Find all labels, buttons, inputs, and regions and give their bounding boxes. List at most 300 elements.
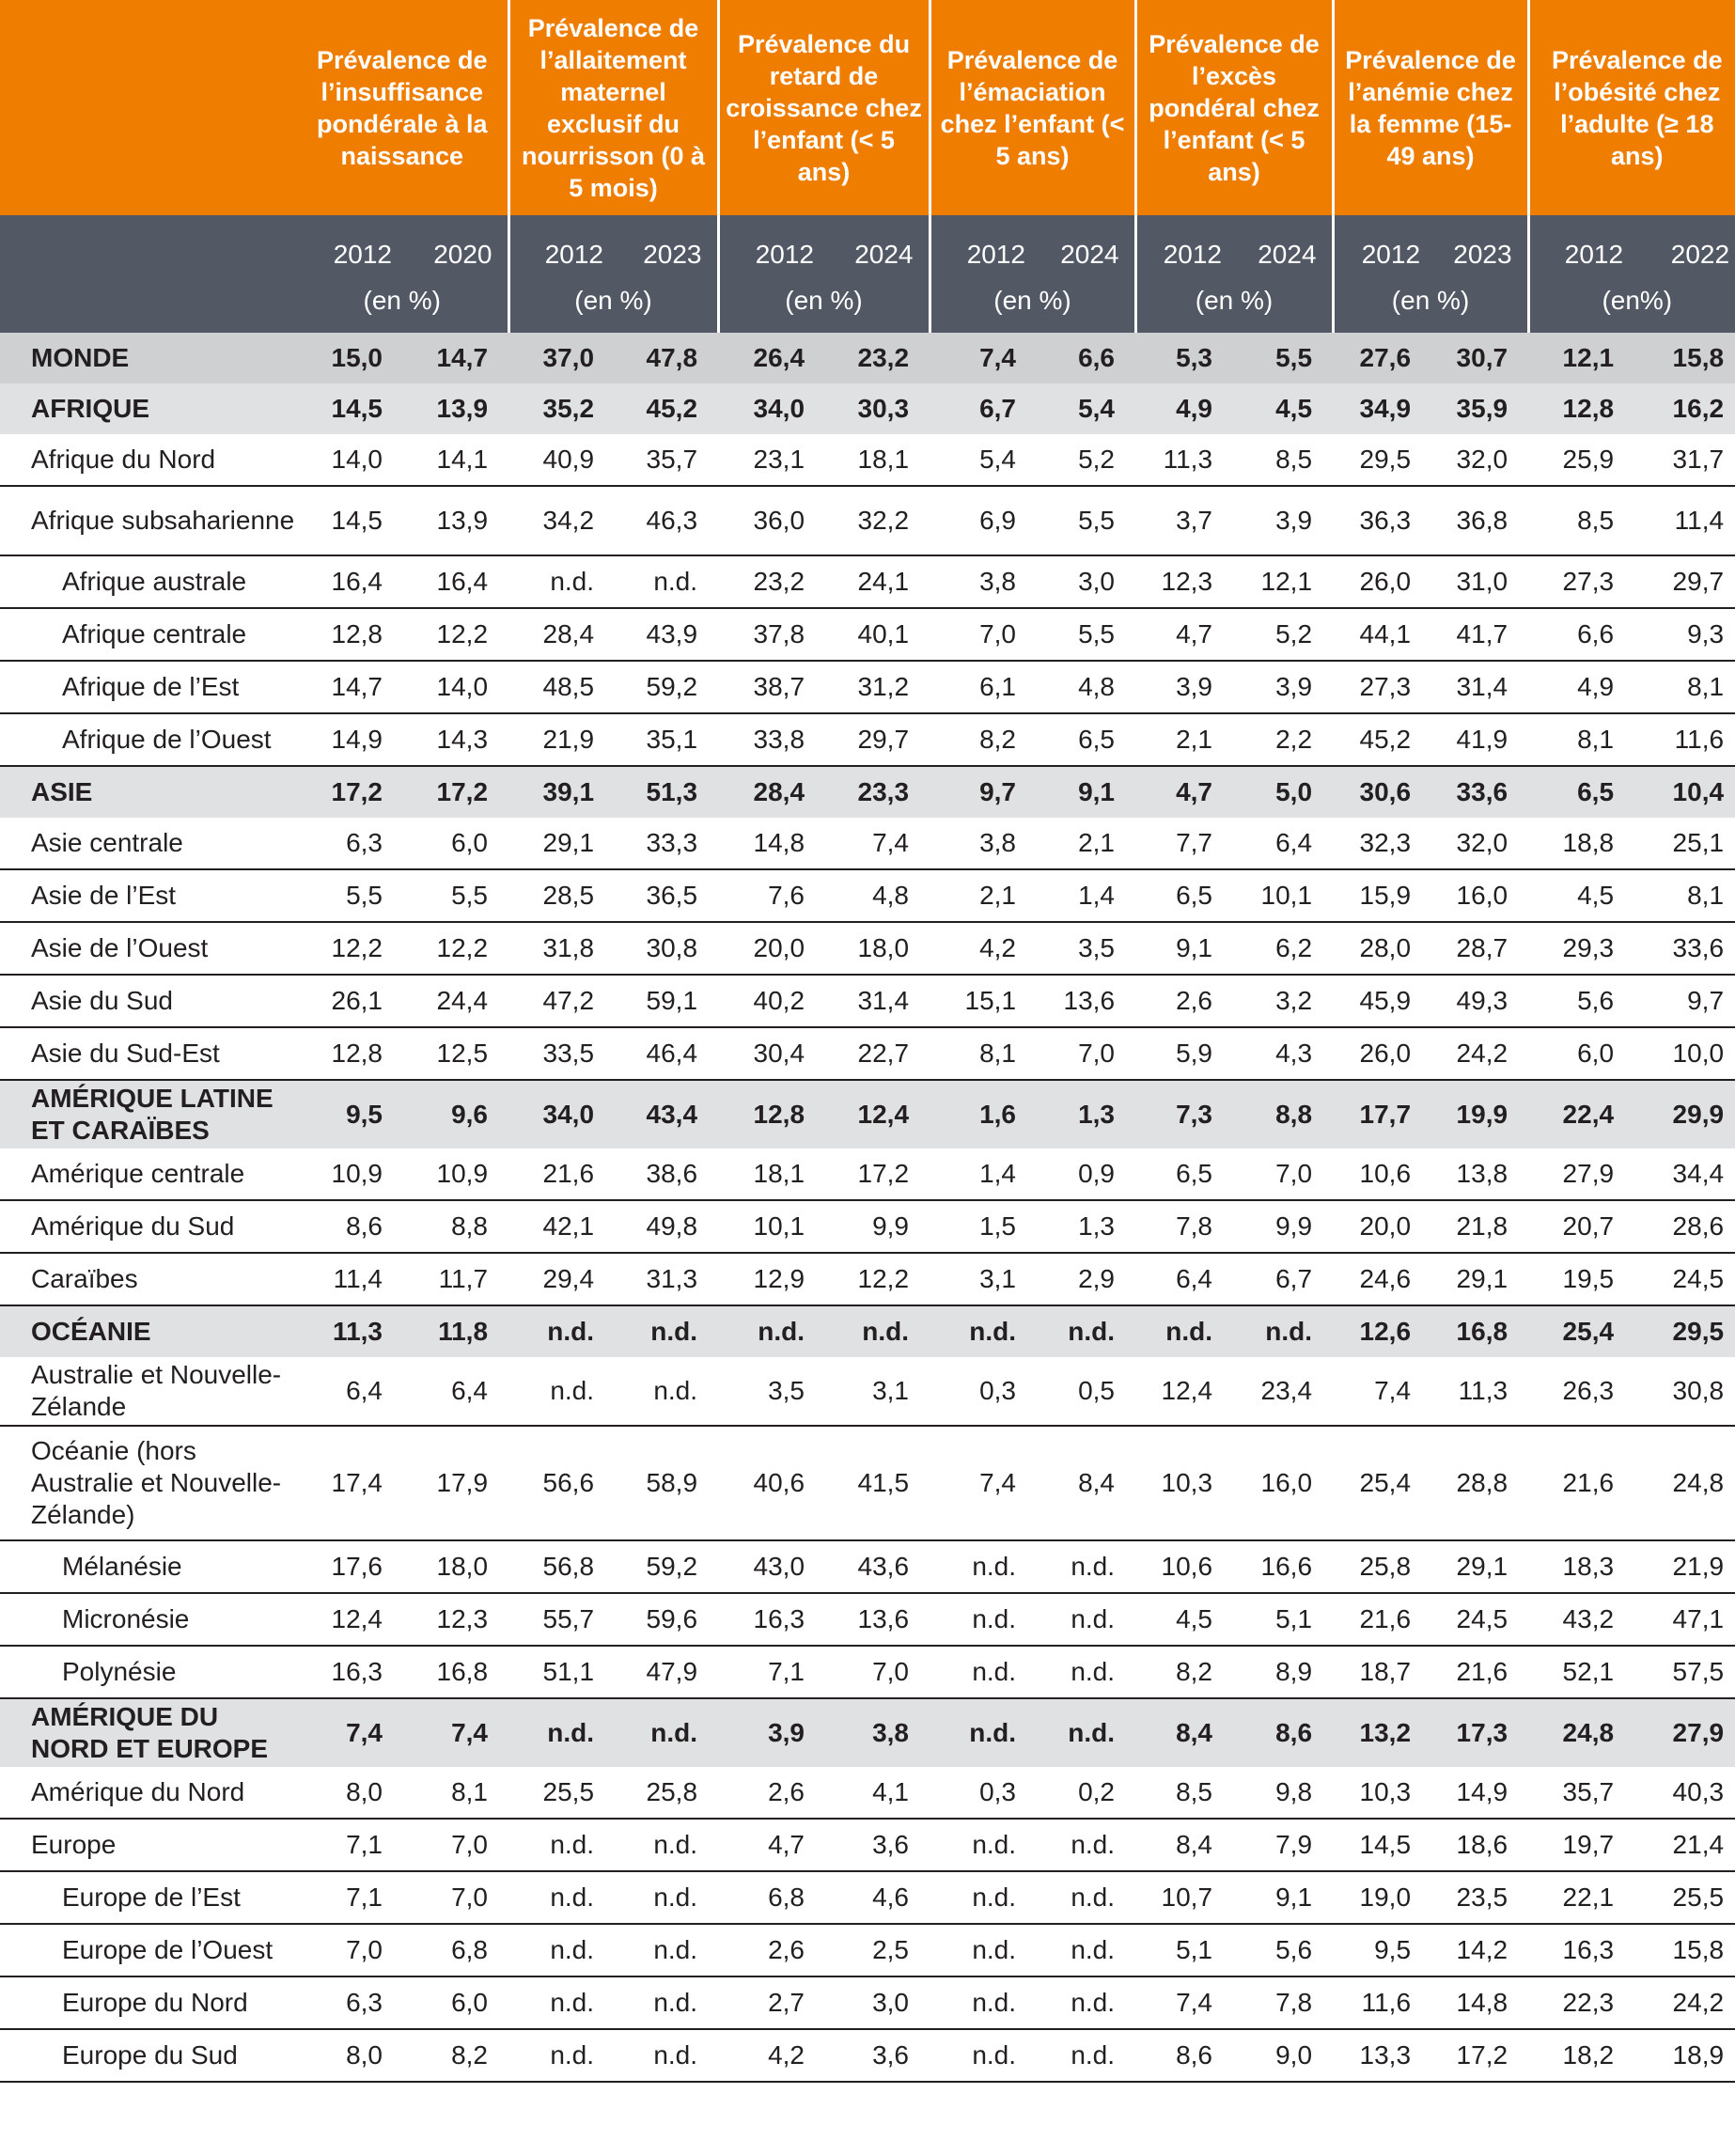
value-cell: 26,3 [1528,1357,1634,1426]
value-cell: n.d. [930,1646,1037,1698]
value-cell: 17,2 [1431,2029,1528,2082]
value-cell: 6,3 [297,818,403,869]
value-cell: n.d. [930,1819,1037,1871]
value-cell: 8,4 [1037,1426,1135,1540]
value-cell: 8,2 [1135,1646,1233,1698]
value-cell: 13,2 [1333,1698,1431,1767]
value-cell: 6,1 [930,661,1037,713]
value-cell: 4,9 [1135,383,1233,434]
value-cell: 14,5 [297,486,403,555]
table-row [0,1819,1735,1871]
value-cell: 6,8 [403,1924,508,1976]
value-cell: 11,8 [403,1305,508,1357]
value-cell: 7,0 [403,1819,508,1871]
value-cell: 3,9 [1135,661,1233,713]
value-cell: 2,1 [930,869,1037,922]
table-row [0,661,1735,713]
value-cell: 10,4 [1634,766,1735,818]
value-cell: 29,7 [825,713,930,766]
value-cell: n.d. [1037,1305,1135,1357]
value-cell: 3,8 [930,555,1037,608]
table-row [0,1646,1735,1698]
value-cell: 18,1 [718,1148,825,1200]
row-label: Europe de l’Est [0,1871,297,1924]
value-cell: 8,5 [1528,486,1634,555]
value-cell: 34,0 [718,383,825,434]
value-cell: 44,1 [1333,608,1431,661]
value-cell: 6,4 [1135,1253,1233,1305]
value-cell: 37,0 [508,333,615,383]
value-cell: 29,1 [1431,1540,1528,1593]
value-cell: 24,5 [1431,1593,1528,1646]
value-cell: 9,9 [825,1200,930,1253]
value-cell: 6,9 [930,486,1037,555]
indicator-title: Prévalence de l’anémie chez la femme (15-49 ans) [1333,0,1528,215]
table-row [0,2029,1735,2082]
value-cell: 29,1 [508,818,615,869]
value-cell: 4,1 [825,1767,930,1819]
value-cell: 19,5 [1528,1253,1634,1305]
value-cell: 10,9 [297,1148,403,1200]
value-cell: 12,2 [297,922,403,975]
value-cell: 41,7 [1431,608,1528,661]
value-cell: 24,8 [1528,1698,1634,1767]
unit-label: (en %) [1333,275,1528,333]
value-cell: n.d. [1037,1593,1135,1646]
value-cell: n.d. [1037,1924,1135,1976]
value-cell: 3,2 [1233,975,1333,1027]
value-cell: 8,1 [1634,661,1735,713]
value-cell: 9,3 [1634,608,1735,661]
row-label: Polynésie [0,1646,297,1698]
value-cell: 8,8 [1233,1080,1333,1148]
value-cell: 31,0 [1431,555,1528,608]
value-cell: 18,2 [1528,2029,1634,2082]
value-cell: 7,4 [930,333,1037,383]
value-cell: 7,4 [930,1426,1037,1540]
value-cell: 10,1 [718,1200,825,1253]
table-row [0,922,1735,975]
value-cell: 10,1 [1233,869,1333,922]
value-cell: 15,1 [930,975,1037,1027]
value-cell: 1,3 [1037,1200,1135,1253]
table-row [0,486,1735,555]
value-cell: 14,5 [1333,1819,1431,1871]
value-cell: 32,3 [1333,818,1431,869]
value-cell: 3,8 [930,818,1037,869]
value-cell: 13,6 [825,1593,930,1646]
value-cell: 29,9 [1634,1080,1735,1148]
value-cell: n.d. [615,555,718,608]
value-cell: 9,9 [1233,1200,1333,1253]
value-cell: 5,6 [1528,975,1634,1027]
value-cell: 27,9 [1634,1698,1735,1767]
year-label: 2012 [718,215,825,275]
value-cell: 25,4 [1333,1426,1431,1540]
year-row [0,215,1735,275]
value-cell: 29,5 [1333,434,1431,486]
value-cell: 7,0 [403,1871,508,1924]
value-cell: 4,7 [718,1819,825,1871]
value-cell: 17,2 [297,766,403,818]
value-cell: 15,8 [1634,1924,1735,1976]
value-cell: 24,2 [1431,1027,1528,1080]
value-cell: 8,2 [403,2029,508,2082]
table-row [0,434,1735,486]
value-cell: 8,6 [297,1200,403,1253]
value-cell: 0,2 [1037,1767,1135,1819]
year-label: 2012 [1333,215,1431,275]
value-cell: 14,0 [403,661,508,713]
table-row [0,1924,1735,1976]
value-cell: 13,9 [403,486,508,555]
row-label: MONDE [0,333,297,383]
value-cell: 26,1 [297,975,403,1027]
value-cell: 4,9 [1528,661,1634,713]
value-cell: 35,7 [615,434,718,486]
value-cell: 21,6 [508,1148,615,1200]
value-cell: 33,6 [1431,766,1528,818]
value-cell: 11,6 [1333,1976,1431,2029]
value-cell: 3,7 [1135,486,1233,555]
year-label: 2020 [403,215,508,275]
value-cell: 9,7 [1634,975,1735,1027]
value-cell: 12,4 [297,1593,403,1646]
value-cell: 16,0 [1431,869,1528,922]
value-cell: 24,8 [1634,1426,1735,1540]
header-blank-cell [0,0,297,215]
unit-label: (en %) [718,275,930,333]
value-cell: 18,0 [403,1540,508,1593]
indicator-title: Prévalence de l’obésité chez l’adulte (≥ 18 ans) [1528,0,1735,215]
value-cell: 6,0 [1528,1027,1634,1080]
year-label: 2024 [1037,215,1135,275]
value-cell: n.d. [508,1924,615,1976]
value-cell: 5,4 [1037,383,1135,434]
value-cell: 31,8 [508,922,615,975]
value-cell: 6,2 [1233,922,1333,975]
unit-row [0,275,1735,333]
value-cell: 25,1 [1634,818,1735,869]
value-cell: 16,3 [1528,1924,1634,1976]
row-label: AFRIQUE [0,383,297,434]
value-cell: n.d. [508,1871,615,1924]
value-cell: 27,9 [1528,1148,1634,1200]
value-cell: 29,4 [508,1253,615,1305]
value-cell: 11,7 [403,1253,508,1305]
value-cell: 16,2 [1634,383,1735,434]
value-cell: 28,5 [508,869,615,922]
value-cell: 28,8 [1431,1426,1528,1540]
value-cell: 10,7 [1135,1871,1233,1924]
value-cell: 16,8 [1431,1305,1528,1357]
value-cell: 4,2 [930,922,1037,975]
value-cell: 36,0 [718,486,825,555]
value-cell: 4,8 [1037,661,1135,713]
row-label: AMÉRIQUE DU NORD ET EUROPE [0,1698,297,1767]
value-cell: 6,3 [297,1976,403,2029]
value-cell: 12,9 [718,1253,825,1305]
value-cell: 26,0 [1333,555,1431,608]
value-cell: 9,0 [1233,2029,1333,2082]
value-cell: n.d. [930,1976,1037,2029]
value-cell: n.d. [615,1357,718,1426]
value-cell: 25,8 [1333,1540,1431,1593]
indicator-title: Prévalence de l’insuffisance pondérale à la naissance [297,0,508,215]
table-row [0,1540,1735,1593]
row-label: Asie du Sud-Est [0,1027,297,1080]
value-cell: 1,3 [1037,1080,1135,1148]
value-cell: 24,1 [825,555,930,608]
row-label: Mélanésie [0,1540,297,1593]
value-cell: 22,7 [825,1027,930,1080]
value-cell: n.d. [508,1698,615,1767]
value-cell: 16,6 [1233,1540,1333,1593]
indicator-title: Prévalence de l’émaciation chez l’enfant (< 5 ans) [930,0,1135,215]
value-cell: n.d. [615,1698,718,1767]
row-label: ASIE [0,766,297,818]
row-label: Afrique australe [0,555,297,608]
value-cell: 1,4 [1037,869,1135,922]
table-row [0,608,1735,661]
value-cell: 45,2 [1333,713,1431,766]
value-cell: 19,0 [1333,1871,1431,1924]
table-row [0,1871,1735,1924]
region-row [0,1305,1735,1357]
region-row [0,1080,1735,1148]
value-cell: 43,0 [718,1540,825,1593]
value-cell: 11,4 [297,1253,403,1305]
row-label: AMÉRIQUE LATINE ET CARAÏBES [0,1080,297,1148]
value-cell: 23,2 [825,333,930,383]
value-cell: 2,2 [1233,713,1333,766]
value-cell: 4,5 [1528,869,1634,922]
value-cell: 14,7 [403,333,508,383]
value-cell: 12,8 [297,1027,403,1080]
value-cell: 4,3 [1233,1027,1333,1080]
value-cell: 18,6 [1431,1819,1528,1871]
value-cell: 7,3 [1135,1080,1233,1148]
value-cell: 14,8 [1431,1976,1528,2029]
value-cell: 29,3 [1528,922,1634,975]
value-cell: 5,5 [403,869,508,922]
value-cell: 9,6 [403,1080,508,1148]
value-cell: 37,8 [718,608,825,661]
header-blank-cell [0,275,297,333]
value-cell: 56,6 [508,1426,615,1540]
value-cell: 8,5 [1135,1767,1233,1819]
value-cell: 45,9 [1333,975,1431,1027]
value-cell: 3,5 [718,1357,825,1426]
value-cell: 35,2 [508,383,615,434]
value-cell: 14,3 [403,713,508,766]
value-cell: 47,9 [615,1646,718,1698]
value-cell: 33,3 [615,818,718,869]
value-cell: 7,4 [403,1698,508,1767]
value-cell: 24,5 [1634,1253,1735,1305]
value-cell: 7,1 [297,1819,403,1871]
value-cell: 12,1 [1528,333,1634,383]
value-cell: 5,5 [297,869,403,922]
year-label: 2012 [1528,215,1634,275]
value-cell: 18,3 [1528,1540,1634,1593]
value-cell: 18,0 [825,922,930,975]
value-cell: 26,0 [1333,1027,1431,1080]
value-cell: 23,3 [825,766,930,818]
value-cell: 19,7 [1528,1819,1634,1871]
value-cell: 17,3 [1431,1698,1528,1767]
indicator-title-row [0,0,1735,215]
value-cell: n.d. [930,1305,1037,1357]
value-cell: 4,7 [1135,766,1233,818]
header-blank-cell [0,215,297,275]
value-cell: 10,3 [1333,1767,1431,1819]
value-cell: n.d. [508,1305,615,1357]
value-cell: 34,2 [508,486,615,555]
value-cell: 18,1 [825,434,930,486]
value-cell: 34,4 [1634,1148,1735,1200]
value-cell: 2,5 [825,1924,930,1976]
value-cell: 6,5 [1528,766,1634,818]
value-cell: 14,9 [297,713,403,766]
value-cell: 6,4 [403,1357,508,1426]
value-cell: 7,0 [297,1924,403,1976]
value-cell: 9,1 [1233,1871,1333,1924]
row-label: Afrique de l’Ouest [0,713,297,766]
value-cell: 0,9 [1037,1148,1135,1200]
value-cell: 31,7 [1634,434,1735,486]
value-cell: 7,1 [718,1646,825,1698]
value-cell: 5,2 [1037,434,1135,486]
value-cell: 8,9 [1233,1646,1333,1698]
value-cell: 2,6 [718,1924,825,1976]
table-row [0,1253,1735,1305]
value-cell: 6,6 [1528,608,1634,661]
value-cell: 31,3 [615,1253,718,1305]
value-cell: 36,8 [1431,486,1528,555]
value-cell: 22,1 [1528,1871,1634,1924]
row-label: Europe du Sud [0,2029,297,2082]
value-cell: 35,1 [615,713,718,766]
value-cell: 18,7 [1333,1646,1431,1698]
value-cell: 6,4 [297,1357,403,1426]
value-cell: 9,8 [1233,1767,1333,1819]
value-cell: n.d. [508,1357,615,1426]
value-cell: 3,9 [718,1698,825,1767]
value-cell: 10,0 [1634,1027,1735,1080]
value-cell: n.d. [1037,1540,1135,1593]
value-cell: 7,4 [297,1698,403,1767]
value-cell: n.d. [1037,2029,1135,2082]
value-cell: 43,4 [615,1080,718,1148]
value-cell: 18,9 [1634,2029,1735,2082]
value-cell: 23,1 [718,434,825,486]
value-cell: 58,9 [615,1426,718,1540]
indicator-title: Prévalence de l’allaitement maternel exclusif du nourrisson (0 à 5 mois) [508,0,718,215]
value-cell: 6,7 [930,383,1037,434]
value-cell: 21,6 [1333,1593,1431,1646]
year-label: 2024 [1233,215,1333,275]
value-cell: 8,0 [297,1767,403,1819]
value-cell: 36,5 [615,869,718,922]
value-cell: 17,9 [403,1426,508,1540]
value-cell: n.d. [508,1976,615,2029]
value-cell: 47,2 [508,975,615,1027]
value-cell: n.d. [1037,1976,1135,2029]
value-cell: 8,4 [1135,1698,1233,1767]
value-cell: 5,5 [1037,608,1135,661]
row-label: Afrique subsaharienne [0,486,297,555]
value-cell: 4,8 [825,869,930,922]
value-cell: 21,9 [1634,1540,1735,1593]
value-cell: 52,1 [1528,1646,1634,1698]
value-cell: 13,3 [1333,2029,1431,2082]
value-cell: 11,6 [1634,713,1735,766]
value-cell: 42,1 [508,1200,615,1253]
value-cell: 17,4 [297,1426,403,1540]
table-row [0,1357,1735,1426]
value-cell: 30,8 [615,922,718,975]
value-cell: 12,4 [825,1080,930,1148]
value-cell: 12,1 [1233,555,1333,608]
value-cell: 2,1 [1135,713,1233,766]
value-cell: 23,5 [1431,1871,1528,1924]
value-cell: 35,7 [1528,1767,1634,1819]
value-cell: 47,1 [1634,1593,1735,1646]
value-cell: n.d. [508,1819,615,1871]
value-cell: 25,5 [1634,1871,1735,1924]
value-cell: 5,0 [1233,766,1333,818]
value-cell: 29,5 [1634,1305,1735,1357]
value-cell: 34,0 [508,1080,615,1148]
value-cell: 3,8 [825,1698,930,1767]
value-cell: 33,6 [1634,922,1735,975]
value-cell: 41,9 [1431,713,1528,766]
value-cell: 9,1 [1135,922,1233,975]
value-cell: 18,8 [1528,818,1634,869]
value-cell: 3,9 [1233,486,1333,555]
value-cell: 10,6 [1135,1540,1233,1593]
unit-label: (en%) [1528,275,1735,333]
value-cell: 12,2 [403,922,508,975]
table-row [0,869,1735,922]
region-row [0,1698,1735,1767]
value-cell: 12,5 [403,1027,508,1080]
row-label: Caraïbes [0,1253,297,1305]
value-cell: 0,3 [930,1767,1037,1819]
value-cell: n.d. [1135,1305,1233,1357]
value-cell: 3,1 [930,1253,1037,1305]
value-cell: 3,0 [1037,555,1135,608]
value-cell: 23,2 [718,555,825,608]
value-cell: 14,0 [297,434,403,486]
value-cell: 12,6 [1333,1305,1431,1357]
value-cell: 12,4 [1135,1357,1233,1426]
value-cell: n.d. [1233,1305,1333,1357]
indicator-title: Prévalence de l’excès pondéral chez l’enfant (< 5 ans) [1135,0,1333,215]
value-cell: 5,3 [1135,333,1233,383]
value-cell: 11,3 [297,1305,403,1357]
value-cell: 49,3 [1431,975,1528,1027]
row-label: Amérique du Sud [0,1200,297,1253]
value-cell: 13,9 [403,383,508,434]
value-cell: 31,4 [1431,661,1528,713]
value-cell: n.d. [615,1871,718,1924]
value-cell: 14,7 [297,661,403,713]
row-label: Amérique du Nord [0,1767,297,1819]
year-label: 2023 [615,215,718,275]
value-cell: 23,4 [1233,1357,1333,1426]
